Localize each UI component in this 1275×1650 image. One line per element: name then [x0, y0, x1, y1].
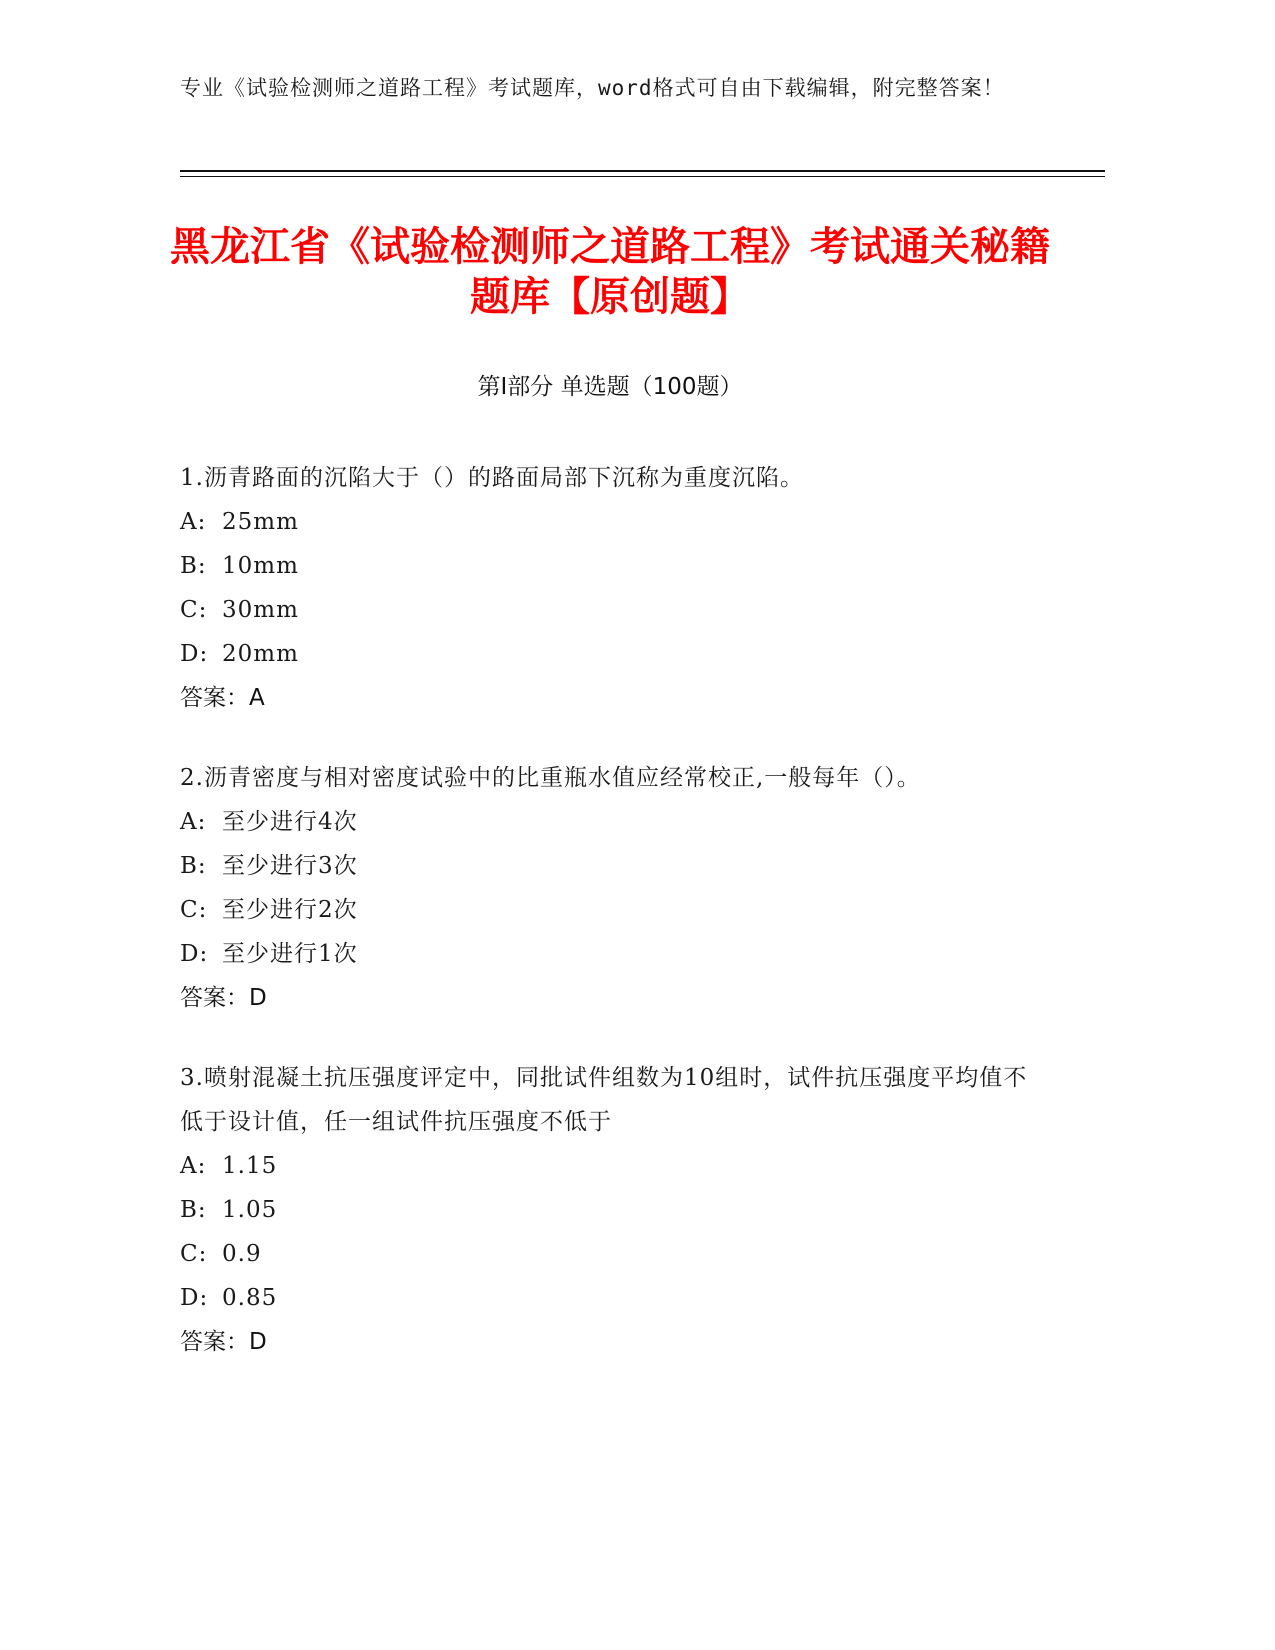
option-text: 至少进行4次: [222, 809, 358, 835]
header-divider-thin: [180, 176, 1105, 177]
option-b: [180, 844, 1040, 888]
option-key: B:: [180, 853, 207, 879]
option-a: [180, 1144, 1040, 1188]
header-note: 专业《试验检测师之道路工程》考试题库，word格式可自由下载编辑，附完整答案！: [180, 76, 1005, 100]
option-key: A:: [180, 809, 207, 835]
option-text: 至少进行1次: [222, 941, 358, 967]
option-text: 25mm: [222, 509, 299, 535]
option-a: [180, 500, 1040, 544]
question-stem: 1.沥青路面的沉陷大于（）的路面局部下沉称为重度沉陷。: [180, 465, 804, 491]
question-stem: 3.喷射混凝土抗压强度评定中，同批试件组数为10组时，试件抗压强度平均值不低于设计值，任一组试件抗压强度不低于: [180, 1065, 1028, 1135]
option-b: [180, 1188, 1040, 1232]
question-stem: 2.沥青密度与相对密度试验中的比重瓶水值应经常校正,一般每年（）。: [180, 765, 921, 791]
option-d: [180, 632, 1040, 676]
option-c: [180, 588, 1040, 632]
option-key: C:: [180, 1241, 208, 1267]
question-2: [180, 756, 1040, 1020]
question-1: [180, 456, 1040, 720]
option-text: 10mm: [222, 553, 299, 579]
option-key: D:: [180, 641, 209, 667]
answer-line: 答案：A: [180, 685, 265, 711]
option-text: 20mm: [222, 641, 299, 667]
option-key: A:: [180, 1153, 207, 1179]
header-divider-thick: [180, 170, 1105, 172]
question-3: [180, 1056, 1040, 1364]
option-b: [180, 544, 1040, 588]
option-a: [180, 800, 1040, 844]
answer-line: 答案：D: [180, 985, 267, 1011]
option-text: 1.05: [222, 1197, 278, 1223]
option-d: [180, 932, 1040, 976]
option-text: 1.15: [222, 1153, 278, 1179]
option-key: D:: [180, 941, 209, 967]
option-key: B:: [180, 1197, 207, 1223]
option-text: 30mm: [222, 597, 299, 623]
option-key: A:: [180, 509, 207, 535]
option-c: [180, 888, 1040, 932]
option-text: 0.85: [222, 1285, 278, 1311]
option-text: 至少进行3次: [222, 853, 358, 879]
option-key: C:: [180, 597, 208, 623]
document-title: 黑龙江省《试验检测师之道路工程》考试通关秘籍题库【原创题】: [170, 224, 1050, 320]
option-key: D:: [180, 1285, 209, 1311]
answer-line: 答案：D: [180, 1329, 267, 1355]
option-c: [180, 1232, 1040, 1276]
option-text: 0.9: [222, 1241, 262, 1267]
option-d: [180, 1276, 1040, 1320]
question-list: [180, 456, 1040, 1400]
section-heading: 第I部分 单选题（100题）: [477, 374, 743, 400]
option-text: 至少进行2次: [222, 897, 358, 923]
option-key: B:: [180, 553, 207, 579]
option-key: C:: [180, 897, 208, 923]
